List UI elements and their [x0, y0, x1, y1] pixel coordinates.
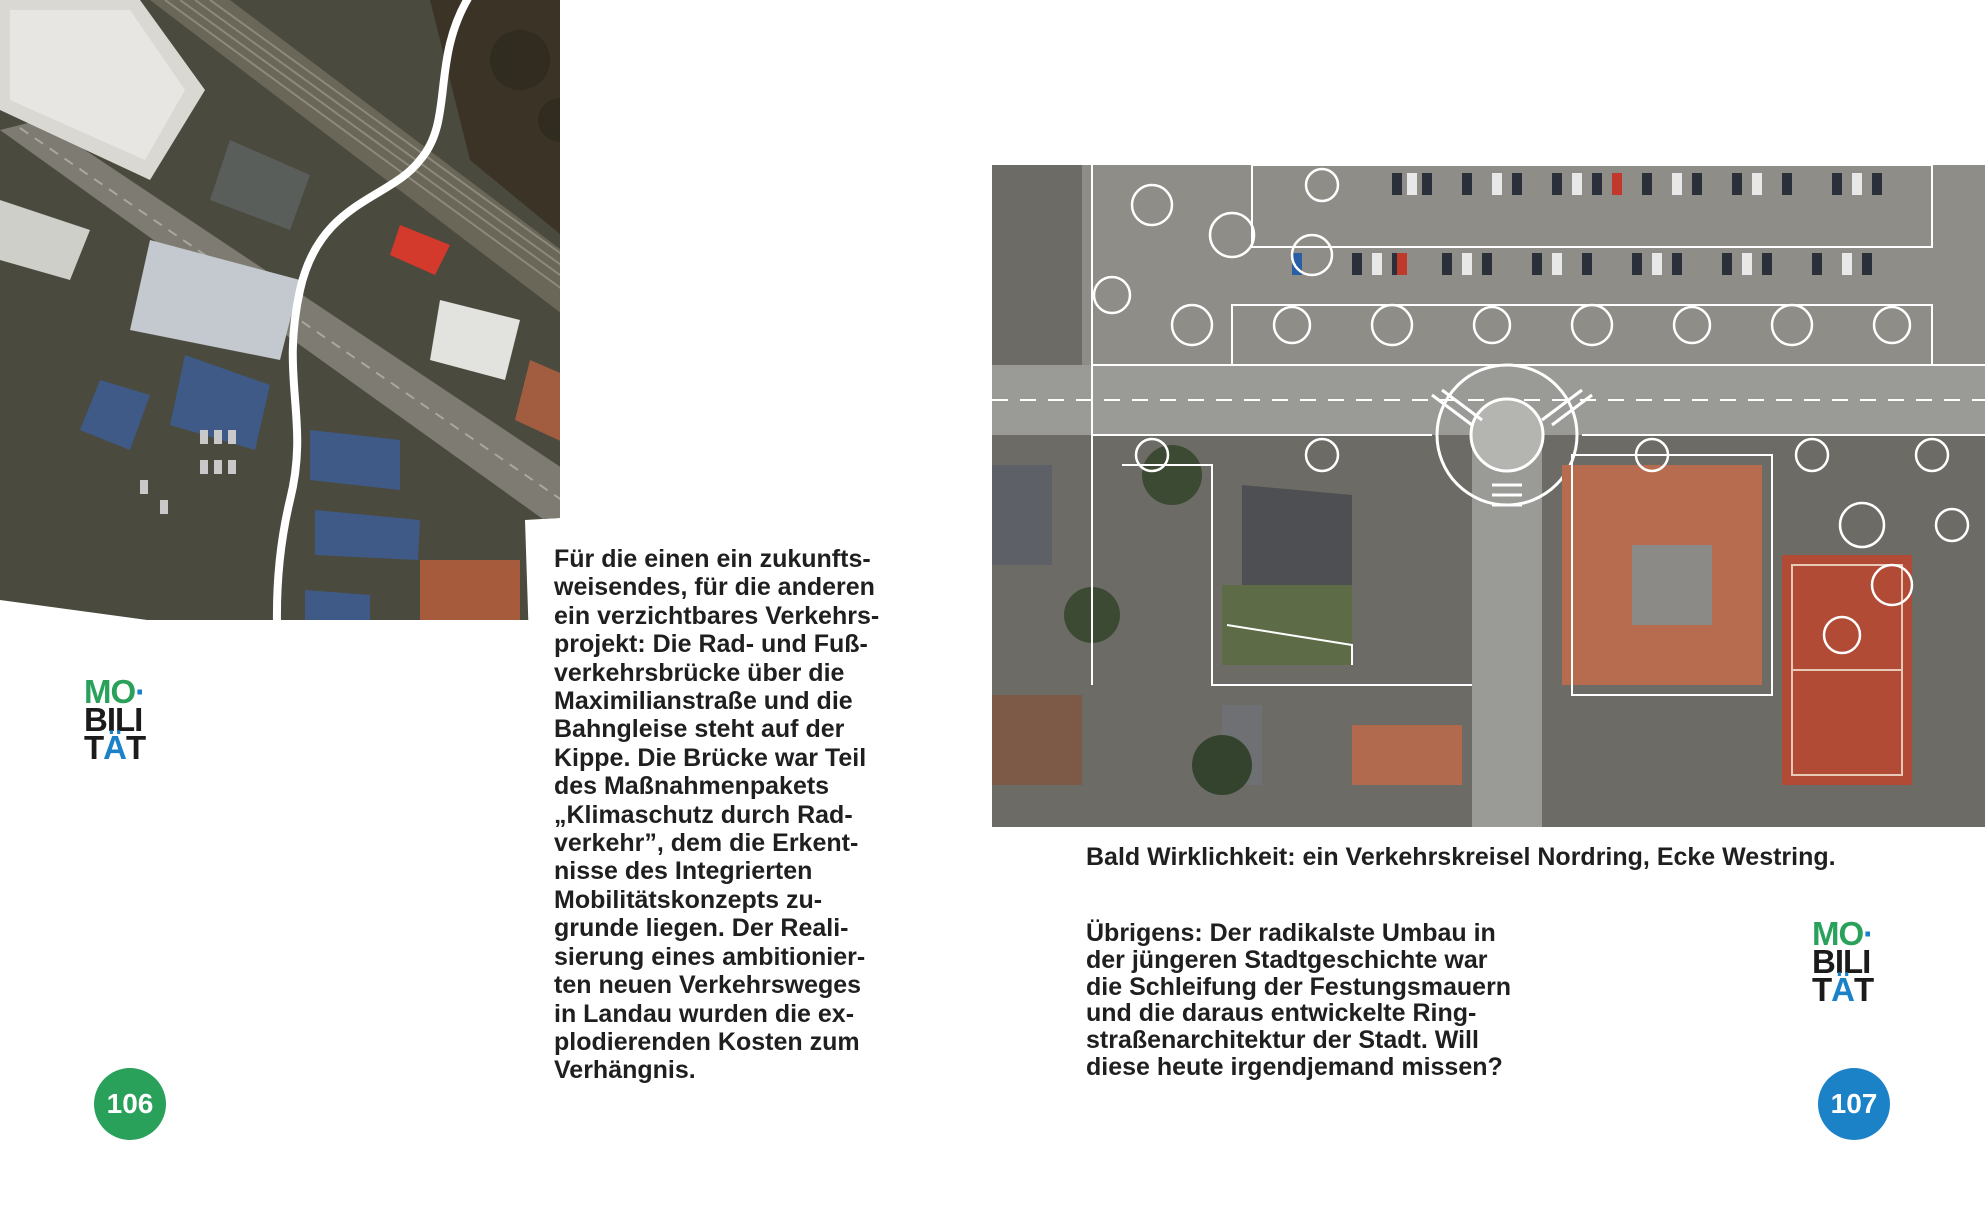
logo-text-mo: MO — [1812, 915, 1864, 952]
page-number-107: 107 — [1818, 1068, 1890, 1140]
left-page — [0, 0, 992, 1229]
logo-text-t2: T — [1854, 971, 1874, 1008]
logo-text-t1: T — [1812, 971, 1832, 1008]
aerial-photo-roundabout — [992, 165, 1985, 827]
logo-text-t2: T — [126, 729, 146, 766]
page-number-106: 106 — [94, 1068, 166, 1140]
aerial-photo-bridge-route — [0, 0, 560, 620]
mobilitaet-logo — [84, 673, 174, 766]
logo-text-bili: BILI — [1812, 943, 1871, 980]
logo-text-t1: T — [84, 729, 104, 766]
logo-text-mo: MO — [84, 673, 136, 710]
logo-text-dot: · — [1863, 915, 1874, 952]
aerial-photo-illustration — [0, 0, 560, 620]
aerial-photo-illustration-roundabout — [992, 165, 1985, 827]
mobilitaet-logo-right — [1812, 915, 1902, 1008]
logo-text-ae: Ä — [103, 729, 127, 766]
logo-text-bili: BILI — [84, 701, 143, 738]
body-text: Für die einen ein zukunfts- weisendes, für die anderen ein verzichtbares Verkehrs- projekt: Die Rad- und Fuß- verkehrsbrücke über die Maximilianstraße und die Bahngleise steht auf der Kippe. Die Brücke war Teil des Maßnahmenpakets „Klimaschutz durch Rad- verkehr”, dem die Erkent- nisse des Integrierten Mobilitätskonzepts zu- grunde liegen. Der Reali- sierung eines ambitionier- ten neuen Verkehrsweges in Landau wurden die ex- plodierenden Kosten zum Verhängnis. — [554, 545, 880, 1085]
logo-text-dot: · — [135, 673, 146, 710]
aside-text: Übrigens: Der radikalste Umbau in der jüngeren Stadtgeschichte war die Schleifung der Festungsmauern und die daraus entwickelte Ring- straßenarchitektur der Stadt. Will diese heute irgendjemand missen? — [1086, 919, 1512, 1081]
logo-text-ae: Ä — [1831, 971, 1855, 1008]
photo-caption: Bald Wirklichkeit: ein Verkehrskreisel Nordring, Ecke Westring. — [1086, 843, 1836, 871]
